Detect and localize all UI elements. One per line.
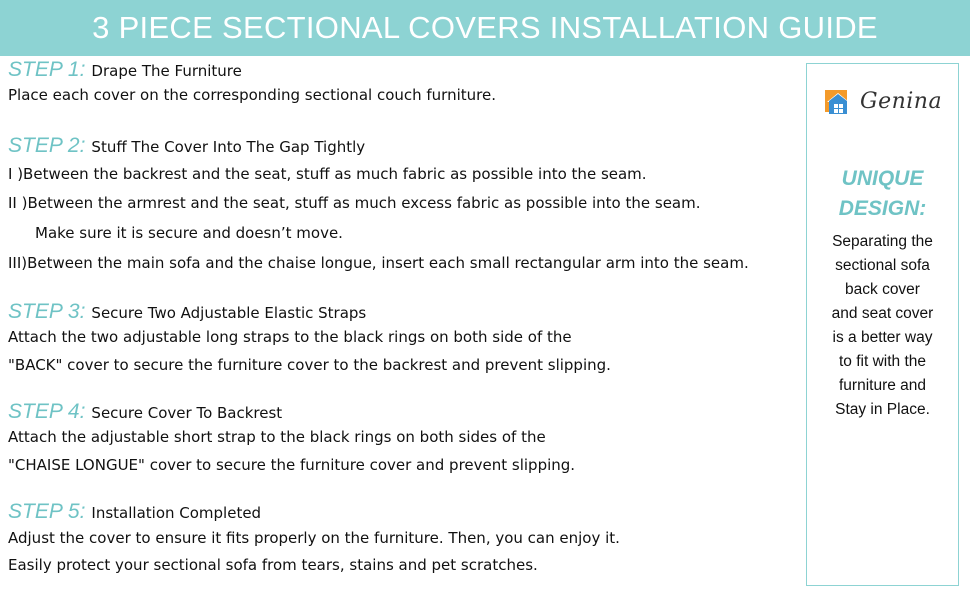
unique-heading-line-2: DESIGN: [838, 197, 927, 220]
step-1-title: Drape The Furniture [91, 62, 242, 80]
unique-design-description [807, 230, 958, 422]
description-line: to fit with the [838, 353, 926, 370]
step-5-heading [8, 500, 798, 526]
step-5 [8, 500, 798, 580]
description-line: furniture and [838, 377, 927, 394]
page-title: 3 PIECE SECTIONAL COVERS INSTALLATION GUIDE [92, 10, 878, 45]
house-logo-icon [825, 86, 857, 116]
unique-design-heading [807, 164, 958, 224]
step-2-line-4: III)Between the main sofa and the chaise longue, insert each small rectangular arm into the seam. [8, 254, 749, 272]
unique-design-sidebar [806, 63, 959, 586]
step-3-title: Secure Two Adjustable Elastic Straps [91, 304, 367, 322]
step-1-label: STEP 1: [8, 58, 86, 81]
description-line: sectional sofa [835, 257, 930, 274]
steps-list [8, 58, 798, 580]
step-2-line-3: Make sure it is secure and doesn’t move. [35, 224, 343, 242]
brand-name: Genina [860, 88, 943, 114]
step-3-label: STEP 3: [8, 300, 86, 323]
description-line: and seat cover [831, 305, 934, 322]
step-2-heading [8, 134, 798, 160]
step-5-title: Installation Completed [91, 504, 262, 522]
step-1-heading [8, 58, 798, 84]
step-5-label: STEP 5: [8, 500, 86, 523]
step-4-label: STEP 4: [8, 400, 86, 423]
step-1 [8, 58, 798, 118]
step-4 [8, 400, 798, 482]
description-line: Stay in Place. [835, 401, 930, 418]
step-2-line-2: II )Between the armrest and the seat, stuff as much excess fabric as possible into the seam. [8, 194, 701, 212]
description-line: back cover [845, 281, 920, 298]
brand-logo [825, 86, 942, 116]
step-3 [8, 300, 798, 382]
page-header [0, 0, 970, 56]
step-3-line-1: Attach the two adjustable long straps to the black rings on both side of the [8, 328, 572, 346]
description-line: is a better way [832, 329, 933, 346]
step-2-line-1: I )Between the backrest and the seat, stuff as much fabric as possible into the seam. [8, 165, 647, 183]
step-4-line-2: "CHAISE LONGUE" cover to secure the furniture cover and prevent slipping. [8, 456, 576, 474]
unique-heading-line-1: UNIQUE [841, 167, 924, 190]
step-1-text: Place each cover on the corresponding sectional couch furniture. [8, 86, 496, 104]
step-2-label: STEP 2: [8, 134, 86, 157]
step-5-line-2: Easily protect your sectional sofa from tears, stains and pet scratches. [8, 556, 538, 574]
step-4-line-1: Attach the adjustable short strap to the black rings on both sides of the [8, 428, 546, 446]
step-2-title: Stuff The Cover Into The Gap Tightly [91, 138, 366, 156]
step-2 [8, 134, 798, 278]
description-line: Separating the [832, 233, 933, 250]
step-4-title: Secure Cover To Backrest [91, 404, 283, 422]
step-4-heading [8, 400, 798, 426]
step-3-heading [8, 300, 798, 326]
step-5-line-1: Adjust the cover to ensure it fits properly on the furniture. Then, you can enjoy it. [8, 529, 620, 547]
step-3-line-2: "BACK" cover to secure the furniture cover to the backrest and prevent slipping. [8, 356, 611, 374]
